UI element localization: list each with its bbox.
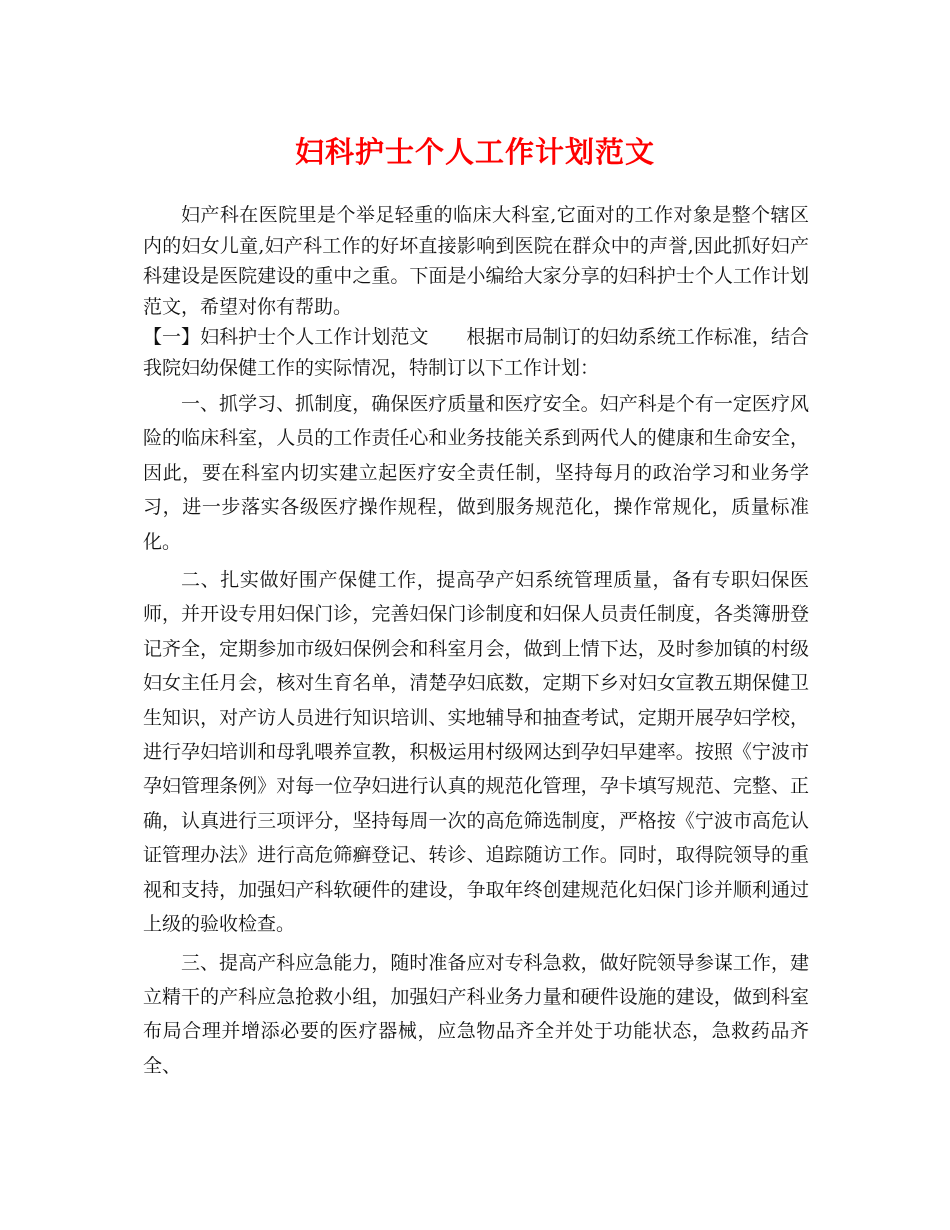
paragraph-2: 二、扎实做好围产保健工作，提高孕产妇系统管理质量，备有专职妇保医师，并开设专用妇保门诊，完善妇保门诊制度和妇保人员责任制度，各类簿册登记齐全，定期参加市级妇保例会和科室月会，做到上情下达，及时参加镇的村级妇女主任月会，核对生育名单，清楚孕妇底数，定期下乡对妇女宣教五期保健卫生知识，对产访人员进行知识培训、实地辅导和抽查考试，定期开展孕妇学校，进行孕妇培训和母乳喂养宣教，积极运用村级网达到孕妇早建率。按照《宁波市孕妇管理条例》对每一位孕妇进行认真的规范化管理，孕卡填写规范、完整、正确，认真进行三项评分，坚持每周一次的高危筛选制度，严格按《宁波市高危认证管理办法》进行高危筛癣登记、转诊、追踪随访工作。同时，取得院领导的重视和支持，加强妇产科软硬件的建设，争取年终创建规范化妇保门诊并顺利通过上级的验收检查。 [143, 569, 809, 936]
paragraph-3: 三、提高产科应急能力，随时准备应对专科急救，做好院领导参谋工作，建立精干的产科应急抢救小组，加强妇产科业务力量和硬件设施的建设，做到科室布局合理并增添必要的医疗器械，应急物品齐全并处于功能状态，急救药品齐全、 [143, 951, 809, 1077]
section-heading: 【一】妇科护士个人工作计划范文 根据市局制订的妇幼系统工作标准，结合我院妇幼保健工作的实际情况，特制订以下工作计划： [143, 326, 809, 379]
document-title: 妇科护士个人工作计划范文 [294, 135, 655, 169]
intro-paragraph: 妇产科在医院里是个举足轻重的临床大科室,它面对的工作对象是整个辖区内的妇女儿童,妇产科工作的好坏直接影响到医院在群众中的声誉,因此抓好妇产科建设是医院建设的重中之重。下面是小编给大家分享的妇科护士个人工作计划范文，希望对你有帮助。 [143, 204, 809, 318]
document-body [143, 200, 809, 1083]
paragraph-1: 一、抓学习、抓制度，确保医疗质量和医疗安全。妇产科是个有一定医疗风险的临床科室，人员的工作责任心和业务技能关系到两代人的健康和生命安全，因此，要在科室内切实建立起医疗安全责任制，坚持每月的政治学习和业务学习，进一步落实各级医疗操作规程，做到服务规范化，操作常规化，质量标准化。 [143, 393, 809, 553]
